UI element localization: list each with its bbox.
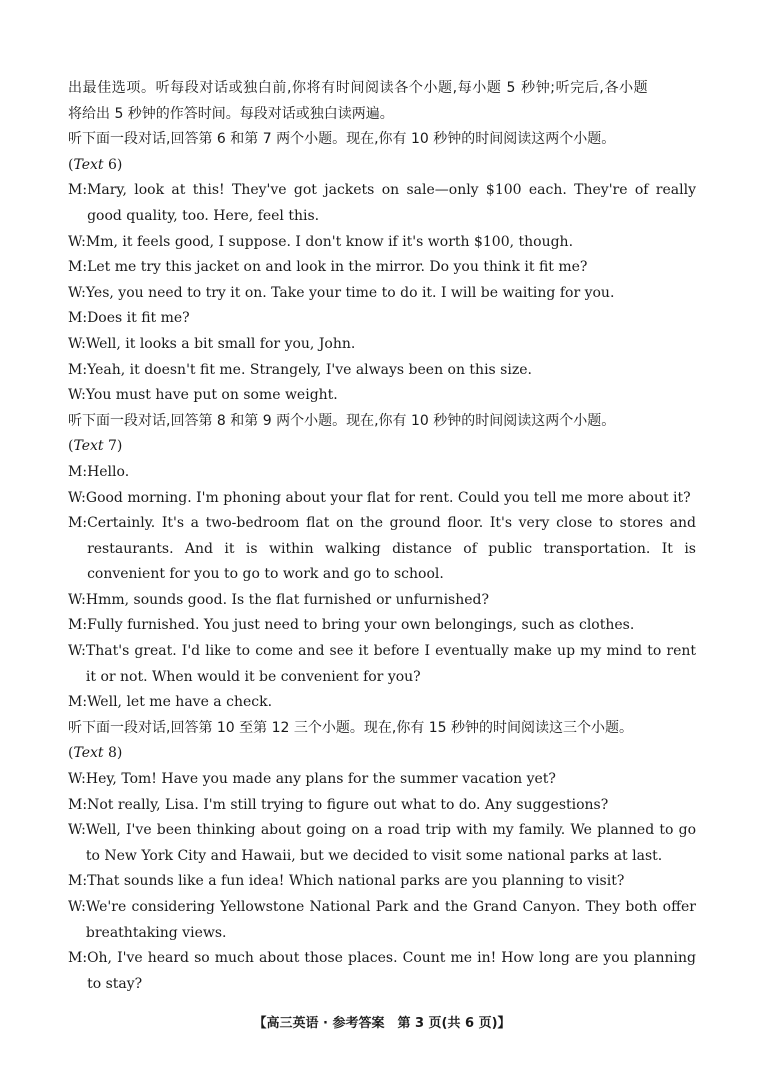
dialogue-line (68, 178, 696, 229)
text-label: (Text 7) (68, 438, 123, 455)
dialogue-line (68, 358, 696, 384)
dialogue-line (68, 306, 696, 332)
dialogue-line (68, 895, 696, 946)
utterance: Certainly. It's a two-bedroom flat on the ground floor. It's very close to stores and restaurants. And it is within walking distance of public transportation. It is convenient for you to go to work and go to school. (87, 515, 696, 583)
utterance: Let me try this jacket on and look in the mirror. Do you think it fit me? (87, 259, 588, 276)
speaker: M: (68, 463, 88, 480)
dialogue-line (68, 613, 696, 639)
speaker: W: (68, 387, 86, 404)
page-footer: 【高三英语 · 参考答案 第 3 页(共 6 页)】 (253, 1016, 511, 1031)
utterance: Does it fit me? (87, 310, 190, 327)
intro-line-1: 出最佳选项。听每段对话或独白前,你将有时间阅读各个小题,每小题 5 秒钟;听完后,各小题 (68, 80, 649, 96)
speaker: M: (68, 515, 88, 532)
utterance: We're considering Yellowstone National Park and the Grand Canyon. They both offer breathtaking views. (85, 899, 696, 941)
section-instruction: 听下面一段对话,回答第 8 和第 9 两个小题。现在,你有 10 秒钟的时间阅读这两个小题。 (68, 412, 616, 429)
speaker: M: (68, 182, 88, 199)
dialogue-line (68, 383, 696, 409)
utterance: Mary, look at this! They've got jackets on sale—only $100 each. They're of really good quality, too. Here, feel this. (87, 182, 696, 224)
dialogue-line (68, 767, 696, 793)
speaker: W: (68, 591, 86, 608)
utterance: Hmm, sounds good. Is the flat furnished or unfurnished? (85, 591, 490, 608)
speaker: W: (68, 489, 86, 506)
speaker: W: (68, 771, 86, 788)
utterance: Well, let me have a check. (87, 694, 273, 711)
dialogue-line (68, 588, 696, 614)
section-instruction: 听下面一段对话,回答第 6 和第 7 两个小题。现在,你有 10 秒钟的时间阅读这两个小题。 (68, 131, 616, 148)
text-label: (Text 6) (68, 156, 123, 173)
utterance: Well, I've been thinking about going on a road trip with my family. We planned to go to New York City and Hawaii, but we decided to visit some national parks at last. (85, 822, 696, 864)
dialogue-line (68, 639, 696, 690)
utterance: Good morning. I'm phoning about your flat for rent. Could you tell me more about it? (85, 489, 691, 506)
speaker: W: (68, 822, 86, 839)
speaker: W: (68, 233, 86, 250)
dialogue-line (68, 869, 696, 895)
speaker: M: (68, 950, 88, 967)
document-body (68, 76, 696, 997)
dialogue-line (68, 230, 696, 256)
utterance: Fully furnished. You just need to bring your own belongings, such as clothes. (87, 617, 635, 634)
speaker: W: (68, 335, 86, 352)
utterance: That sounds like a fun idea! Which national parks are you planning to visit? (87, 873, 625, 890)
dialogue-line (68, 332, 696, 358)
utterance: Mm, it feels good, I suppose. I don't know if it's worth $100, though. (85, 233, 574, 250)
dialogue-line (68, 946, 696, 997)
utterance: Hello. (87, 463, 130, 480)
section-instruction: 听下面一段对话,回答第 10 至第 12 三个小题。现在,你有 15 秒钟的时间阅读这三个小题。 (68, 719, 634, 736)
dialogue-line (68, 281, 696, 307)
text-label: (Text 8) (68, 745, 123, 762)
dialogue-line (68, 460, 696, 486)
dialogue-line (68, 486, 696, 512)
intro-line-2: 将给出 5 秒钟的作答时间。每段对话或独白读两遍。 (68, 105, 394, 122)
speaker: M: (68, 617, 88, 634)
speaker: M: (68, 796, 88, 813)
speaker: M: (68, 873, 88, 890)
speaker: M: (68, 259, 88, 276)
speaker: W: (68, 284, 86, 301)
utterance: Yeah, it doesn't fit me. Strangely, I've always been on this size. (87, 361, 532, 378)
utterance: Yes, you need to try it on. Take your time to do it. I will be waiting for you. (85, 284, 615, 301)
speaker: W: (68, 899, 86, 915)
speaker: W: (68, 643, 86, 660)
dialogue-line (68, 511, 696, 588)
utterance: You must have put on some weight. (85, 387, 338, 404)
speaker: M: (68, 694, 88, 711)
dialogue-line (68, 690, 696, 716)
utterance: Hey, Tom! Have you made any plans for the summer vacation yet? (85, 771, 556, 788)
dialogue-line (68, 793, 696, 819)
dialogue-line (68, 818, 696, 869)
utterance: That's great. I'd like to come and see it before I eventually make up my mind to rent it or not. When would it be convenient for you? (85, 643, 696, 685)
speaker: M: (68, 361, 88, 378)
speaker: M: (68, 310, 88, 327)
dialogue-line (68, 255, 696, 281)
utterance: Not really, Lisa. I'm still trying to figure out what to do. Any suggestions? (87, 796, 609, 813)
utterance: Oh, I've heard so much about those places. Count me in! How long are you planning to stay? (87, 950, 696, 992)
utterance: Well, it looks a bit small for you, John. (85, 335, 356, 352)
